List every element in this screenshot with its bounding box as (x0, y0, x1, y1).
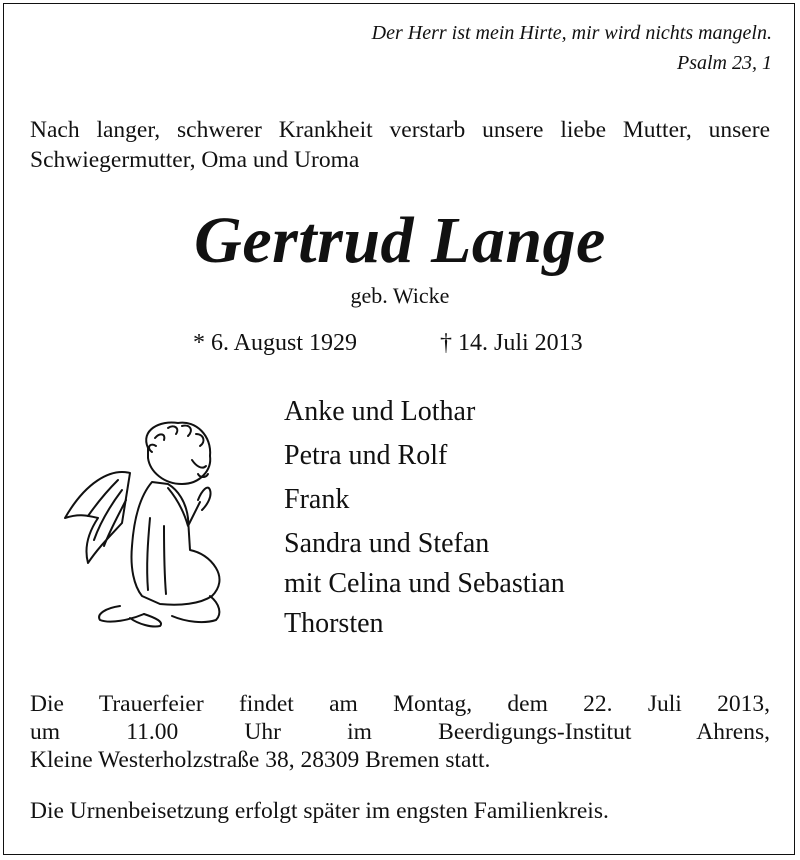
mourners-list (284, 390, 565, 646)
mourner-line: mit Celina und Sebastian (284, 568, 565, 599)
death-date: † 14. Juli 2013 (440, 330, 583, 356)
mourner-line: Anke und Lothar (284, 396, 476, 427)
urn-burial-text: Die Urnenbeisetzung erfolgt später im engsten Familienkreis. (30, 798, 609, 824)
intro-text: Nach langer, schwerer Krankheit verstarb unsere liebe Mutter, unsere Schwiegermutter, Oma und Uroma (30, 117, 770, 173)
maiden-name: geb. Wicke (350, 283, 450, 308)
mourner-line: Thorsten (284, 608, 384, 639)
ceremony-line: Kleine Westerholzstraße 38, 28309 Bremen statt. (30, 747, 491, 773)
mourner-line: Petra und Rolf (284, 440, 448, 471)
mourner-line: Frank (284, 484, 350, 515)
mourner-line: Sandra und Stefan (284, 528, 490, 559)
psalm-quote-block (372, 18, 772, 78)
deceased-name: Gertrud Lange (194, 204, 606, 277)
ceremony-line: Die Trauerfeier findet am Montag, dem 22. Juli 2013, (30, 691, 770, 717)
birth-date: * 6. August 1929 (193, 330, 358, 356)
psalm-quote: Der Herr ist mein Hirte, mir wird nichts mangeln. (371, 22, 772, 44)
praying-angel-icon (60, 418, 230, 628)
ceremony-text (30, 690, 770, 774)
ceremony-line: um 11.00 Uhr im Beerdigungs-Institut Ahrens, (30, 719, 770, 745)
psalm-reference: Psalm 23, 1 (677, 52, 772, 74)
